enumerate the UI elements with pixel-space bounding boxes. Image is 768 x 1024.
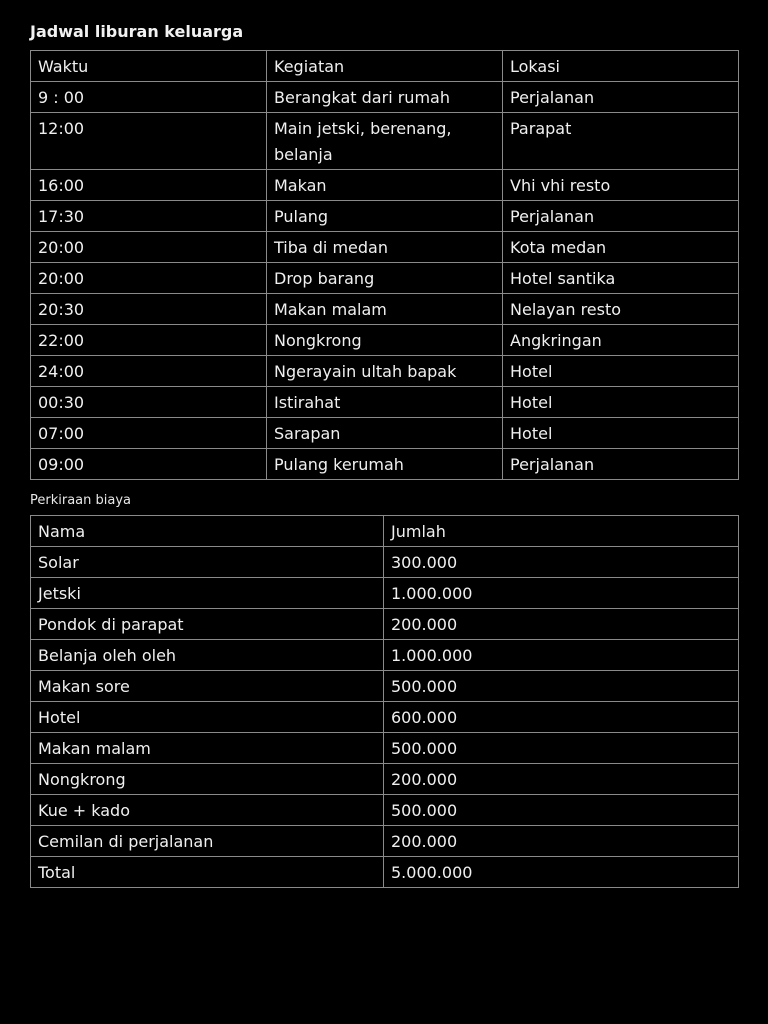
cell-time: 20:30 [31,294,267,325]
cost-table [30,515,739,888]
cell-location: Hotel [503,387,739,418]
table-row [31,113,739,170]
cell-time: 07:00 [31,418,267,449]
table-row [31,294,739,325]
cell-time: 24:00 [31,356,267,387]
table-row [31,795,739,826]
cell-activity: Makan malam [267,294,503,325]
cell-location: Perjalanan [503,449,739,480]
table-row [31,764,739,795]
cell-location: Perjalanan [503,82,739,113]
table-row [31,201,739,232]
cell-activity: Tiba di medan [267,232,503,263]
cell-amount: 1.000.000 [384,640,739,671]
cell-item-name: Makan malam [31,733,384,764]
table-row [31,356,739,387]
cell-amount: 500.000 [384,671,739,702]
cell-total-amount: 5.000.000 [384,857,739,888]
table-row [31,671,739,702]
cell-time: 22:00 [31,325,267,356]
cell-location: Hotel [503,418,739,449]
cell-amount: 200.000 [384,826,739,857]
cell-amount: 1.000.000 [384,578,739,609]
cell-time: 00:30 [31,387,267,418]
table-row [31,733,739,764]
cell-item-name: Solar [31,547,384,578]
cell-activity: Nongkrong [267,325,503,356]
table-row-total [31,857,739,888]
table-row [31,263,739,294]
cell-location: Kota medan [503,232,739,263]
cell-time: 20:00 [31,263,267,294]
cell-location: Hotel [503,356,739,387]
cell-amount: 200.000 [384,764,739,795]
header-jumlah: Jumlah [384,516,739,547]
cell-activity: Pulang [267,201,503,232]
cell-amount: 500.000 [384,733,739,764]
cell-location: Nelayan resto [503,294,739,325]
cell-amount: 300.000 [384,547,739,578]
cell-time: 12:00 [31,113,267,170]
schedule-title: Jadwal liburan keluarga [30,22,244,41]
table-row [31,826,739,857]
cell-time: 17:30 [31,201,267,232]
schedule-table [30,50,739,480]
cell-location: Vhi vhi resto [503,170,739,201]
cell-activity: Main jetski, berenang, belanja [267,113,503,170]
cell-item-name: Belanja oleh oleh [31,640,384,671]
table-row [31,170,739,201]
cell-amount: 200.000 [384,609,739,640]
cell-item-name: Makan sore [31,671,384,702]
table-row [31,578,739,609]
cell-amount: 500.000 [384,795,739,826]
cell-item-name: Nongkrong [31,764,384,795]
table-row [31,449,739,480]
header-nama: Nama [31,516,384,547]
cell-activity: Berangkat dari rumah [267,82,503,113]
cell-item-name: Kue + kado [31,795,384,826]
cell-item-name: Pondok di parapat [31,609,384,640]
cell-amount: 600.000 [384,702,739,733]
cell-activity: Drop barang [267,263,503,294]
cell-time: 9 : 00 [31,82,267,113]
table-header-row [31,51,739,82]
table-row [31,418,739,449]
table-row [31,702,739,733]
cell-location: Hotel santika [503,263,739,294]
cell-activity: Makan [267,170,503,201]
cell-location: Perjalanan [503,201,739,232]
cell-activity: Pulang kerumah [267,449,503,480]
table-header-row [31,516,739,547]
table-row [31,82,739,113]
cell-location: Angkringan [503,325,739,356]
table-row [31,232,739,263]
cell-item-name: Hotel [31,702,384,733]
cell-activity: Sarapan [267,418,503,449]
cell-location: Parapat [503,113,739,170]
cell-item-name: Cemilan di perjalanan [31,826,384,857]
header-kegiatan: Kegiatan [267,51,503,82]
cell-activity: Istirahat [267,387,503,418]
header-lokasi: Lokasi [503,51,739,82]
table-row [31,387,739,418]
cell-total-label: Total [31,857,384,888]
cost-title: Perkiraan biaya [30,493,131,508]
cell-time: 16:00 [31,170,267,201]
header-waktu: Waktu [31,51,267,82]
table-row [31,640,739,671]
cell-item-name: Jetski [31,578,384,609]
cell-time: 09:00 [31,449,267,480]
table-row [31,609,739,640]
table-row [31,325,739,356]
cell-activity: Ngerayain ultah bapak [267,356,503,387]
cell-time: 20:00 [31,232,267,263]
table-row [31,547,739,578]
